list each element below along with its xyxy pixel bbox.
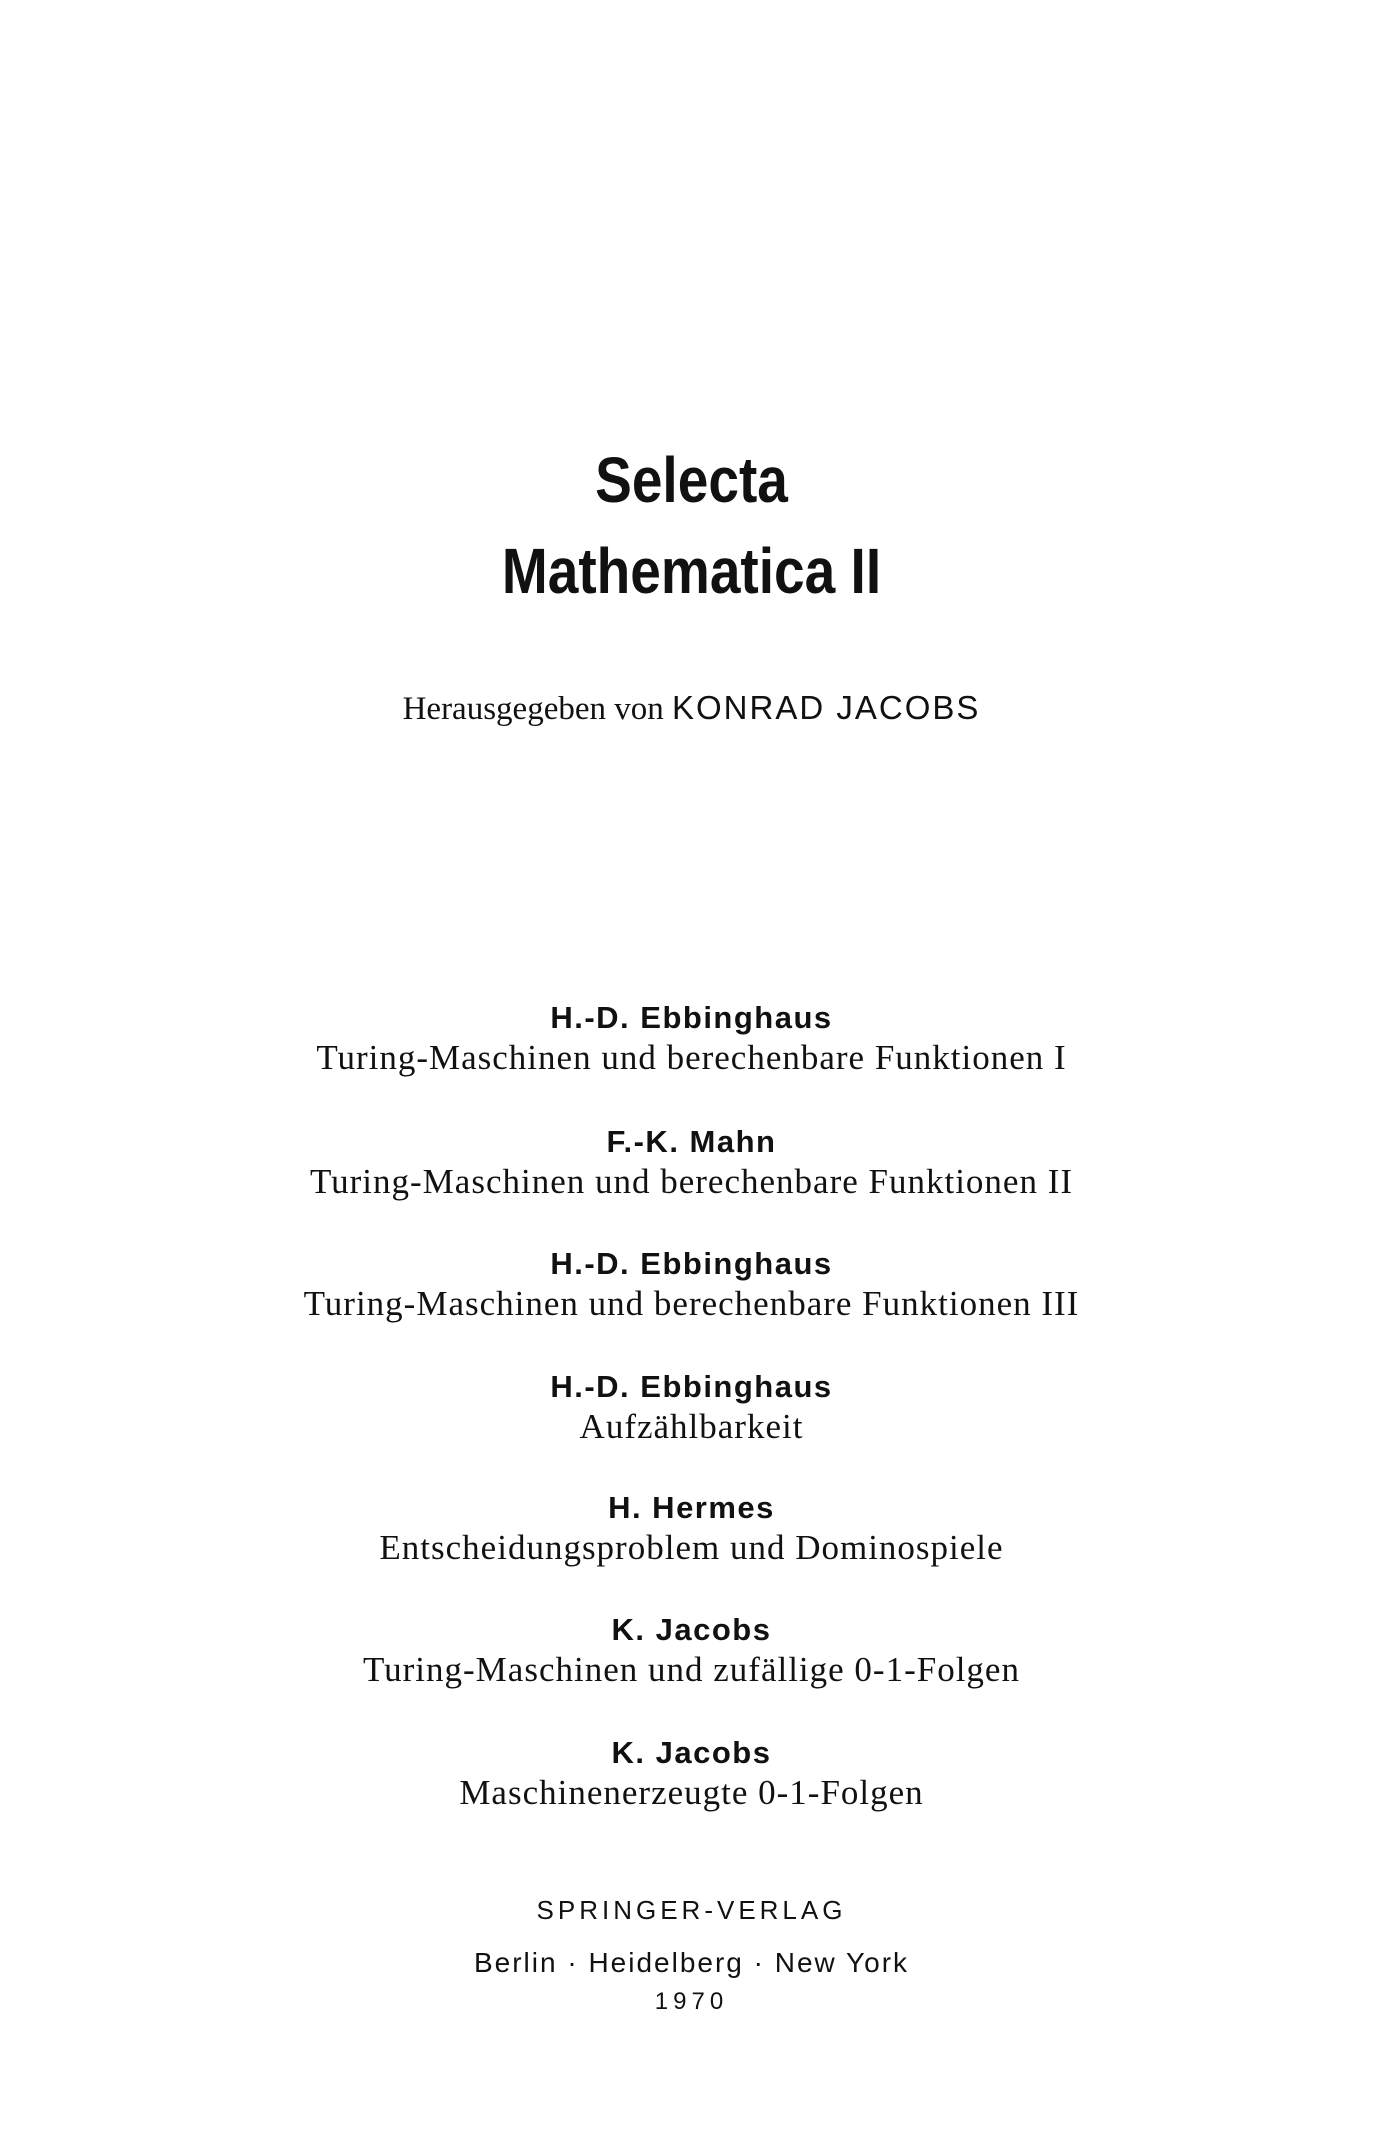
- entry-work: Maschinenerzeugte 0-1-Folgen: [459, 1773, 924, 1812]
- entry-author: H. Hermes: [608, 1490, 775, 1525]
- contents-entry: [0, 1612, 1383, 1692]
- entry-work: Entscheidungsproblem und Dominospiele: [379, 1528, 1004, 1567]
- contents-entry: [0, 1369, 1383, 1449]
- entry-work: Turing-Maschinen und zufällige 0-1-Folgen: [363, 1650, 1020, 1689]
- entry-work: Turing-Maschinen und berechenbare Funktionen I: [316, 1038, 1067, 1077]
- entry-author: K. Jacobs: [611, 1735, 772, 1770]
- contents-entry: [0, 1490, 1383, 1570]
- editor-name: KONRAD JACOBS: [672, 689, 981, 726]
- entry-author: F.-K. Mahn: [606, 1124, 777, 1159]
- contents-entry: [0, 1246, 1383, 1326]
- entry-work: Turing-Maschinen und berechenbare Funktionen II: [309, 1162, 1074, 1201]
- entry-work: Turing-Maschinen und berechenbare Funktionen III: [303, 1284, 1080, 1323]
- publisher-places: Berlin · Heidelberg · New York: [473, 1947, 910, 1978]
- series-title-line-1: Selecta: [595, 444, 788, 516]
- publisher-name: SPRINGER-VERLAG: [536, 1895, 847, 1925]
- entry-work: Aufzählbarkeit: [579, 1407, 804, 1446]
- editor-line: [0, 691, 1383, 726]
- entry-author: H.-D. Ebbinghaus: [550, 1246, 833, 1281]
- entry-author: H.-D. Ebbinghaus: [550, 1369, 833, 1404]
- entry-author: H.-D. Ebbinghaus: [550, 1000, 833, 1035]
- contents-entry: [0, 1735, 1383, 1815]
- editor-prefix: Herausgegeben von: [402, 691, 664, 727]
- entry-author: K. Jacobs: [611, 1612, 772, 1647]
- contents-entry: [0, 1124, 1383, 1204]
- publication-year: 1970: [654, 1988, 729, 2015]
- series-title-line-2: Mathematica II: [501, 535, 882, 607]
- contents-entry: [0, 1000, 1383, 1080]
